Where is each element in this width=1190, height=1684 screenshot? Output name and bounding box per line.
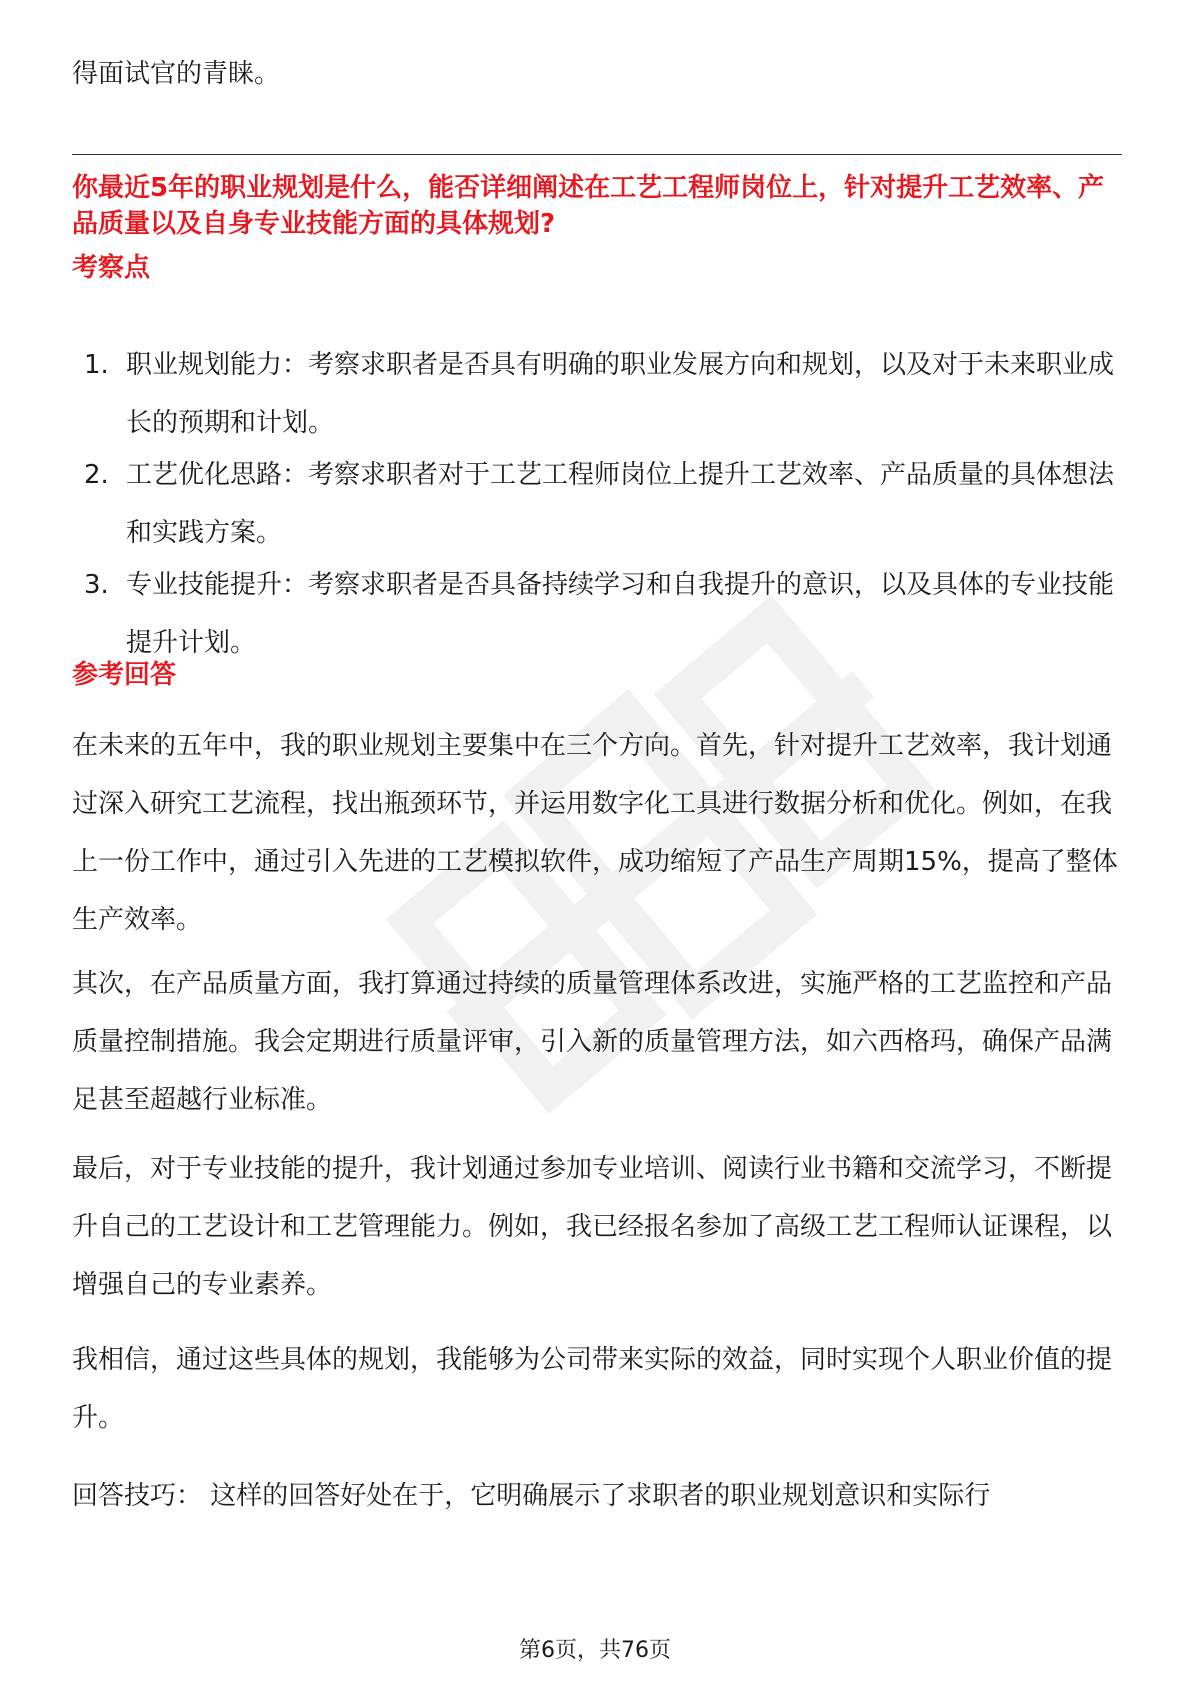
question-title: 你最近5年的职业规划是什么，能否详细阐述在工艺工程师岗位上，针对提升工艺效率、产品质量以及自身专业技能方面的具体规划?: [72, 173, 1105, 239]
list-item: [72, 446, 1122, 562]
list-item-number: 1.: [84, 350, 109, 380]
page-number: 第6页，共76页: [519, 1638, 671, 1663]
list-item-text: 职业规划能力：考察求职者是否具有明确的职业发展方向和规划，以及对于未来职业成长的预期和计划。: [126, 350, 1115, 438]
list-item: [72, 556, 1122, 672]
section-divider: [72, 154, 1122, 155]
list-item: [72, 336, 1122, 452]
answer-heading: 参考回答: [72, 660, 177, 690]
answer-paragraph: 我相信，通过这些具体的规划，我能够为公司带来实际的效益，同时实现个人职业价值的提升。: [72, 1345, 1113, 1433]
observe-heading: 考察点: [72, 253, 151, 283]
answer-paragraph: 最后，对于专业技能的提升，我计划通过参加专业培训、阅读行业书籍和交流学习，不断提升自己的工艺设计和工艺管理能力。例如，我已经报名参加了高级工艺工程师认证课程，以增强自己的专业素养。: [72, 1154, 1113, 1300]
intro-text: 得面试官的青睐。: [72, 59, 281, 89]
list-item-number: 2.: [84, 460, 109, 490]
answer-paragraph: 在未来的五年中，我的职业规划主要集中在三个方向。首先，针对提升工艺效率，我计划通过深入研究工艺流程，找出瓶颈环节，并运用数字化工具进行数据分析和优化。例如，在我上一份工作中，通过引入先进的工艺模拟软件，成功缩短了产品生产周期15%，提高了整体生产效率。: [72, 731, 1118, 935]
list-item-text: 工艺优化思路：考察求职者对于工艺工程师岗位上提升工艺效率、产品质量的具体想法和实践方案。: [126, 460, 1115, 548]
list-item-number: 3.: [84, 570, 109, 600]
answer-tip: 回答技巧： 这样的回答好处在于，它明确展示了求职者的职业规划意识和实际行: [72, 1481, 991, 1511]
observe-list: [72, 336, 1122, 672]
list-item-text: 专业技能提升：考察求职者是否具备持续学习和自我提升的意识，以及具体的专业技能提升计划。: [126, 570, 1115, 658]
answer-paragraph: 其次，在产品质量方面，我打算通过持续的质量管理体系改进，实施严格的工艺监控和产品质量控制措施。我会定期进行质量评审，引入新的质量管理方法，如六西格玛，确保产品满足甚至超越行业标准。: [72, 969, 1113, 1115]
